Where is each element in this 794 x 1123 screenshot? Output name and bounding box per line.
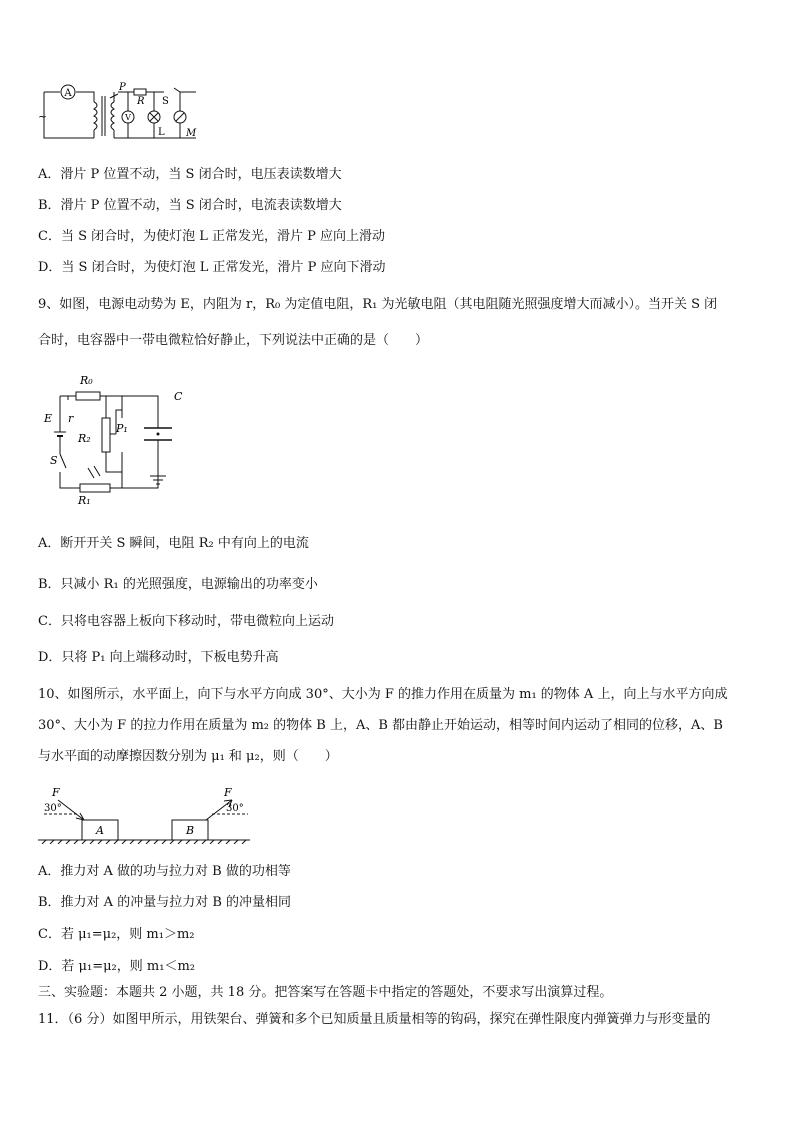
resistor-r-label: R (137, 96, 145, 107)
q9-stem-line-2: 合时，电容器中一带电微粒恰好静止，下列说法中正确的是（ ） (38, 333, 429, 348)
r0-label: R₀ (80, 374, 93, 387)
p1-label: P₁ (116, 422, 128, 435)
q10-stem-line-3: 与水平面的动摩擦因数分别为 μ₁ 和 μ₂，则（ ） (38, 749, 338, 764)
blocks-force-figure (38, 784, 258, 844)
q11-stem-line-1: 11．（6 分）如图甲所示，用铁架台、弹簧和多个已知质量且质量相等的钩码，探究在弹性限度内弹簧弹力与形变量的 (38, 1012, 711, 1027)
slider-p-label: P (119, 82, 126, 93)
q10-option-a: A．推力对 A 做的功与拉力对 B 做的功相等 (38, 864, 291, 879)
q8-option-a: A．滑片 P 位置不动，当 S 闭合时，电压表读数增大 (38, 167, 342, 182)
q10-option-d: D．若 μ₁=μ₂，则 m₁＜m₂ (38, 959, 195, 974)
force-a-label: F (52, 786, 60, 799)
block-b-label: B (186, 824, 195, 837)
r2-label: R₂ (78, 432, 91, 445)
block-a-label: A (96, 824, 104, 837)
force-b-label: F (224, 786, 232, 799)
q10-stem-line-2: 30°、大小为 F 的拉力作用在质量为 m₂ 的物体 B 上，A、B 都由静止开始运动，相等时间内运动了相同的位移，A、B (38, 718, 723, 733)
switch-s-label: S (50, 454, 58, 467)
section-3-heading: 三、实验题：本题共 2 小题，共 18 分。把答案写在答题卡中指定的答题处，不要求写出演算过程。 (38, 985, 613, 1000)
switch-s-label: S (162, 96, 169, 107)
q10-option-c: C．若 μ₁=μ₂，则 m₁＞m₂ (38, 927, 195, 942)
internal-r-label: r (68, 412, 74, 425)
emf-e-label: E (44, 412, 53, 425)
q8-option-d: D．当 S 闭合时，为使灯泡 L 正常发光，滑片 P 应向下滑动 (38, 260, 386, 275)
q10-stem-line-1: 10、如图所示，水平面上，向下与水平方向成 30°、大小为 F 的推力作用在质量为 m₁ 的物体 A 上，向上与水平方向成 (38, 687, 728, 702)
motor-m-label: M (186, 128, 197, 139)
q9-option-a: A．断开开关 S 瞬间，电阻 R₂ 中有向上的电流 (38, 536, 309, 551)
ammeter-label: A (64, 88, 72, 99)
angle-a-label: 30° (44, 803, 62, 814)
q9-option-c: C．只将电容器上板向下移动时，带电微粒向上运动 (38, 614, 334, 629)
q9-option-b: B．只减小 R₁ 的光照强度，电源输出的功率变小 (38, 577, 318, 592)
r1-label: R₁ (78, 494, 91, 507)
q9-stem-line-1: 9、如图，电源电动势为 E，内阻为 r，R₀ 为定值电阻，R₁ 为光敏电阻（其电阻随光照强度增大而减小）。当开关 S 闭 (38, 297, 718, 312)
voltmeter-label: V (125, 113, 131, 122)
lamp-l-label: L (158, 127, 165, 138)
ac-source-label: ~ (38, 110, 48, 123)
q8-option-b: B．滑片 P 位置不动，当 S 闭合时，电流表读数增大 (38, 198, 342, 213)
q10-option-b: B．推力对 A 的冲量与拉力对 B 的冲量相同 (38, 895, 292, 910)
q8-option-c: C．当 S 闭合时，为使灯泡 L 正常发光，滑片 P 应向上滑动 (38, 229, 386, 244)
angle-b-label: 30° (226, 803, 244, 814)
capacitor-circuit-figure (40, 368, 200, 508)
transformer-circuit-figure (36, 80, 206, 146)
capacitor-c-label: C (174, 390, 183, 403)
q9-option-d: D．只将 P₁ 向上端移动时，下板电势升高 (38, 650, 279, 665)
